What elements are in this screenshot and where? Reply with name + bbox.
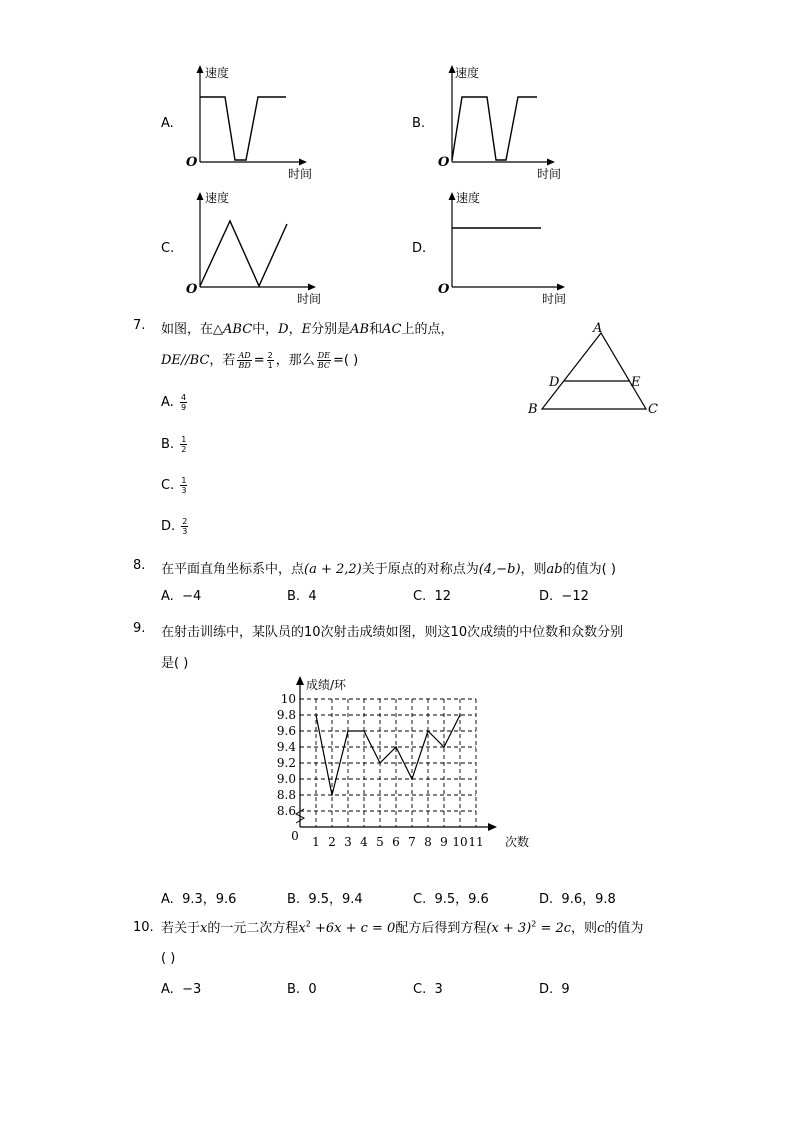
option-value: $\frac{2}{3}$ [182,517,188,536]
origin-label: O [438,155,450,170]
y-label: 速度 [456,191,481,205]
x-tick-label: 6 [392,835,400,849]
x-tick-label: 9 [440,835,448,849]
question-text-line1: 若关于x的一元二次方程$x^2 +6x + c = 0$配方后得到方程$(x + 3)^2 = 2c$，则c的值为 [161,919,644,936]
vertex-b-label: B [528,402,538,417]
y-tick-label: 9.6 [276,724,296,738]
option-label: D. [412,241,427,256]
option-a[interactable]: A. −4 [161,589,202,604]
question-number: 8. [133,558,146,573]
option-label: A. [161,116,174,131]
option-label: B. [412,116,426,131]
option-value: $\frac{1}{2}$ [181,435,187,454]
data-point [459,714,461,716]
y-tick-label: 9.8 [276,708,296,722]
question-text: 在平面直角坐标系中，点(a + 2,2)关于原点的对称点为(4,−b)，则ab的值为( ) [161,562,616,577]
data-point [395,746,397,748]
x-axis-arrow [488,823,497,831]
x-label: 时间 [288,167,313,181]
question-number: 7. [133,318,146,333]
option-a[interactable]: A. −3 [161,982,202,997]
y-tick-label: 8.8 [276,788,296,802]
x-tick-label: 0 [291,829,299,843]
fraction: $\frac{DE}{BC}$ [317,351,331,370]
fraction: $\frac{2}{1}$ [267,351,273,370]
option-value: $\frac{1}{3}$ [181,476,187,495]
option-b[interactable]: B. $\frac{1}{2}$ [161,435,187,454]
point-d-label: D [549,375,560,390]
question-number: 10. [133,920,154,935]
data-point [347,730,349,732]
vertex-a-label: A [593,321,603,336]
option-a[interactable]: A. $\frac{4}{9}$ [161,393,187,412]
point-e-label: E [631,375,641,390]
y-label: 速度 [205,191,230,205]
option-c[interactable]: C. 12 [413,589,452,604]
y-label: 速度 [205,66,230,80]
y-tick-label: 8.6 [276,804,296,818]
y-label: 速度 [455,66,480,80]
y-axis-arrow [296,676,304,685]
option-value: $\frac{4}{9}$ [180,393,187,412]
x-label: 时间 [297,292,322,306]
option-a[interactable]: A. 9.3，9.6 [161,892,237,907]
option-label: C. [161,241,175,256]
x-tick-label: 10 [452,835,468,849]
data-point [363,730,365,732]
question-text-line1: 如图，在△ABC中，D，E分别是AB和AC上的点， [161,322,454,337]
x-tick-label: 3 [344,835,352,849]
option-c[interactable]: C. $\frac{1}{3}$ [161,476,187,495]
origin-label: O [438,282,450,297]
option-b[interactable]: B. 4 [287,589,317,604]
question-text-line2: 是( ) [161,656,189,671]
data-point [443,746,445,748]
y-tick-label: 10 [280,692,296,706]
x-tick-label: 1 [312,835,320,849]
x-label: 时间 [542,292,567,306]
option-d[interactable]: D. 9 [539,982,570,997]
option-d[interactable]: D. 9.6，9.8 [539,892,616,907]
question-text-line1: 在射击训练中，某队员的10次射击成绩如图，则这10次成绩的中位数和众数分别 [161,625,624,640]
data-point [379,762,381,764]
x-tick-label: 5 [376,835,384,849]
y-tick-label: 9.4 [276,740,296,754]
data-point [411,778,413,780]
option-d[interactable]: D. $\frac{2}{3}$ [161,517,188,536]
question-number: 9. [133,621,146,636]
y-tick-label: 9.0 [276,772,296,786]
x-tick-label: 4 [360,835,368,849]
score-series-line [316,715,460,795]
option-c[interactable]: C. 3 [413,982,443,997]
vertex-c-label: C [648,402,658,417]
y-axis-title: 成绩/环 [306,678,347,692]
fraction: $\frac{AD}{BD}$ [238,351,251,370]
origin-label: O [186,282,198,297]
x-tick-label: 7 [408,835,416,849]
x-axis-title: 次数 [505,835,530,849]
option-c[interactable]: C. 9.5，9.6 [413,892,489,907]
x-tick-label: 2 [328,835,336,849]
question-text-line2: ( ) [161,951,176,966]
question-text-line2: DE//BC，若 $\frac{AD}{BD}$ = $\frac{2}{1}$ ，那么 $\frac{DE}{BC}$ =( ) [161,351,359,370]
x-tick-label: 8 [424,835,432,849]
data-point [427,730,429,732]
x-tick-label: 11 [468,835,484,849]
data-point [331,794,333,796]
data-point [315,714,317,716]
y-tick-label: 9.2 [276,756,296,770]
option-b[interactable]: B. 0 [287,982,317,997]
option-b[interactable]: B. 9.5，9.4 [287,892,363,907]
x-label: 时间 [537,167,562,181]
option-d[interactable]: D. −12 [539,589,589,604]
origin-label: O [186,155,198,170]
